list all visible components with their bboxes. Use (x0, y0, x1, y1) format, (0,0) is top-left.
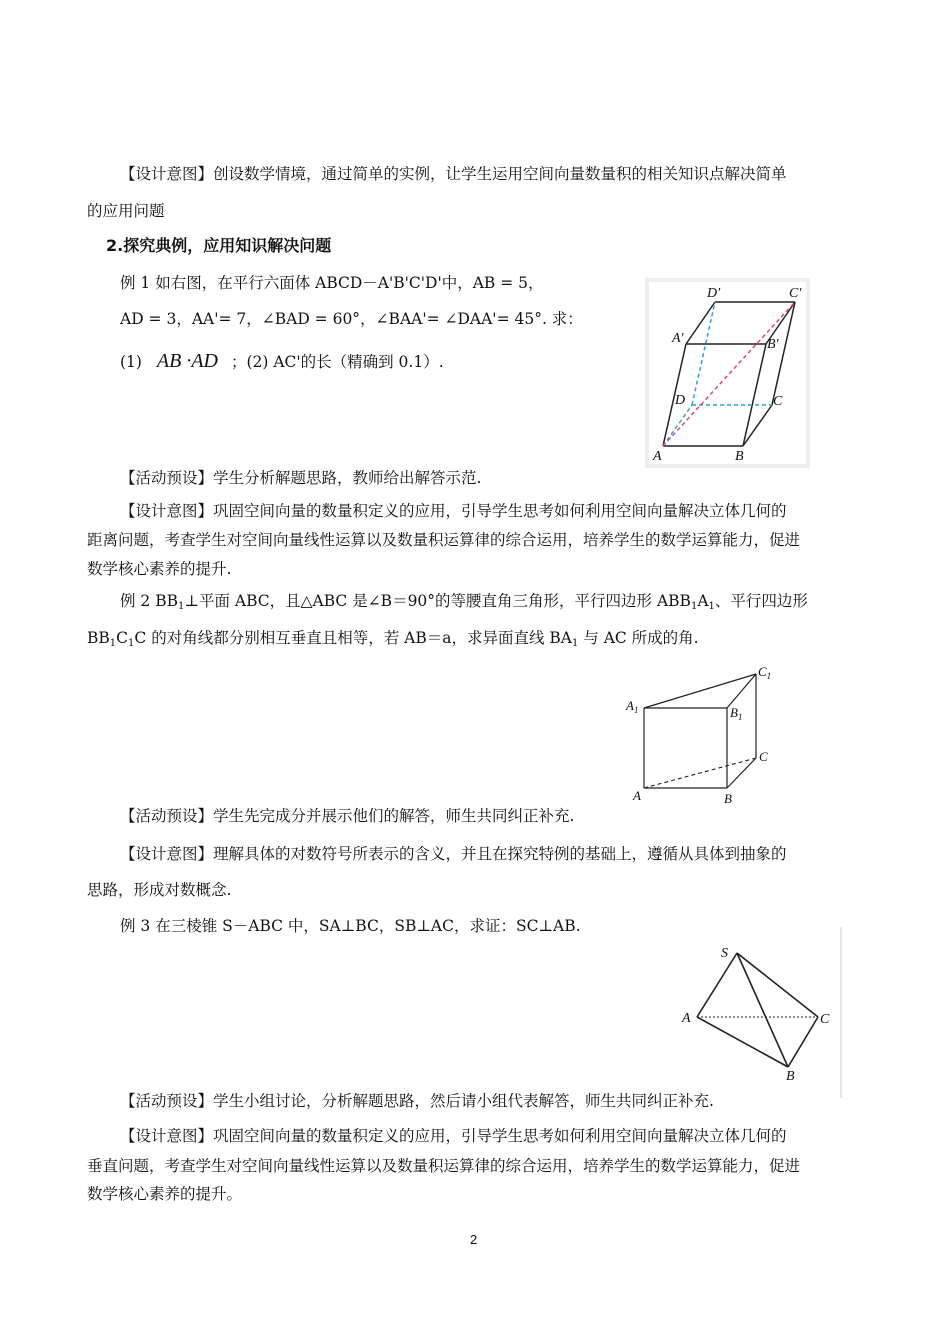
label-a: A (653, 449, 662, 464)
edge-a-b (697, 1017, 788, 1067)
intent-1-line-2: 的应用问题 (87, 202, 165, 220)
example-3-intent-line-2: 垂直问题，考查学生对空间向量线性运算以及数量积运算律的综合运用，培养学生的数学运算能力，促进 (87, 1157, 801, 1175)
example-3-intent-line-3: 数学核心素养的提升。 (87, 1185, 243, 1203)
label-d: D (675, 393, 686, 408)
label-c: C (759, 749, 768, 764)
edge-s-b (737, 953, 788, 1067)
example-1-line-1: 例 1 如右图，在平行六面体 ABCD－A'B'C'D'中，AB = 5， (120, 274, 544, 292)
example-1-q1-suffix: ；(2) AC'的长（精确到 0.1）. (230, 353, 444, 371)
example-3-line-1: 例 3 在三棱锥 S－ABC 中，SA⊥BC，SB⊥AC，求证：SC⊥AB. (120, 917, 581, 935)
example-1-intent-line-3: 数学核心素养的提升. (87, 560, 232, 578)
edge-s-c (737, 953, 818, 1017)
edge-a1-c1 (644, 674, 756, 708)
tetrahedron-figure (670, 925, 850, 1100)
example-2-intent-line-2: 思路，形成对数概念. (87, 881, 232, 899)
edge-s-a (697, 953, 737, 1017)
label-b: B (786, 1069, 795, 1084)
label-c: C (820, 1012, 830, 1027)
label-d-prime: D′ (707, 286, 721, 301)
label-b: B (735, 449, 744, 464)
example-1-question (120, 350, 444, 373)
example-1-line-2: AD = 3，AA'= 7，∠BAD = 60°，∠BAA'= ∠DAA'= 45°. 求： (120, 310, 583, 328)
intent-1-line-1: 【设计意图】创设数学情境，通过简单的实例，让学生运用空间向量数量积的相关知识点解决简单 (120, 165, 787, 183)
label-a1: $A_1$ (626, 698, 639, 715)
example-2-line-1: 例 2 $BB_1\perp$平面 ABC，且△ABC 是∠B＝90°的等腰直角三角形，平行四边形 $ABB_1A_1$、平行四边形 (120, 592, 808, 612)
example-2-line-2: $BB_1C_1C$ 的对角线都分别相互垂直且相等，若 AB＝a，求异面直线 $BA_1$ 与 AC 所成的角. (87, 629, 699, 649)
example-1-q1-vector-expression: AB ·AD (156, 350, 218, 372)
example-1-activity: 【活动预设】学生分析解题思路，教师给出解答示范. (120, 469, 482, 487)
edge-b-c (727, 758, 756, 788)
label-c1: $C_1$ (758, 664, 772, 681)
example-2-intent-line-1: 【设计意图】理解具体的对数符号所表示的含义，并且在探究特例的基础上，遵循从具体到抽象的 (120, 845, 787, 863)
label-b1: $B_1$ (730, 705, 743, 722)
example-3-intent-line-1: 【设计意图】巩固空间向量的数量积定义的应用，引导学生思考如何利用空间向量解决立体几何的 (120, 1127, 787, 1145)
example-1-q1-prefix: (1) (120, 353, 142, 371)
label-c-prime: C′ (789, 286, 802, 301)
hidden-edge-a-c (644, 758, 756, 788)
edge-b1-c1 (727, 674, 756, 708)
example-1-intent-line-2: 距离问题，考查学生对空间向量线性运算以及数量积运算律的综合运用，培养学生的数学运算能力，促进 (87, 531, 801, 549)
label-a: A (633, 788, 641, 803)
example-1-intent-line-1: 【设计意图】巩固空间向量的数量积定义的应用，引导学生思考如何利用空间向量解决立体几何的 (120, 502, 787, 520)
example-3-activity: 【活动预设】学生小组讨论，分析解题思路，然后请小组代表解答，师生共同纠正补充. (120, 1092, 714, 1110)
edge-c-b (788, 1017, 818, 1067)
label-a-prime: A′ (672, 331, 684, 346)
page-number: 2 (470, 1232, 478, 1247)
parallelepiped-figure (645, 278, 810, 468)
label-b: B (724, 791, 732, 806)
label-b-prime: B′ (767, 337, 779, 352)
label-a: A (682, 1011, 691, 1026)
section-2-heading: 2.探究典例，应用知识解决问题 (106, 236, 332, 255)
example-2-activity: 【活动预设】学生先完成分并展示他们的解答，师生共同纠正补充. (120, 807, 575, 825)
label-s: S (721, 946, 728, 961)
label-c: C (773, 394, 783, 409)
triangular-prism-figure (620, 660, 790, 810)
